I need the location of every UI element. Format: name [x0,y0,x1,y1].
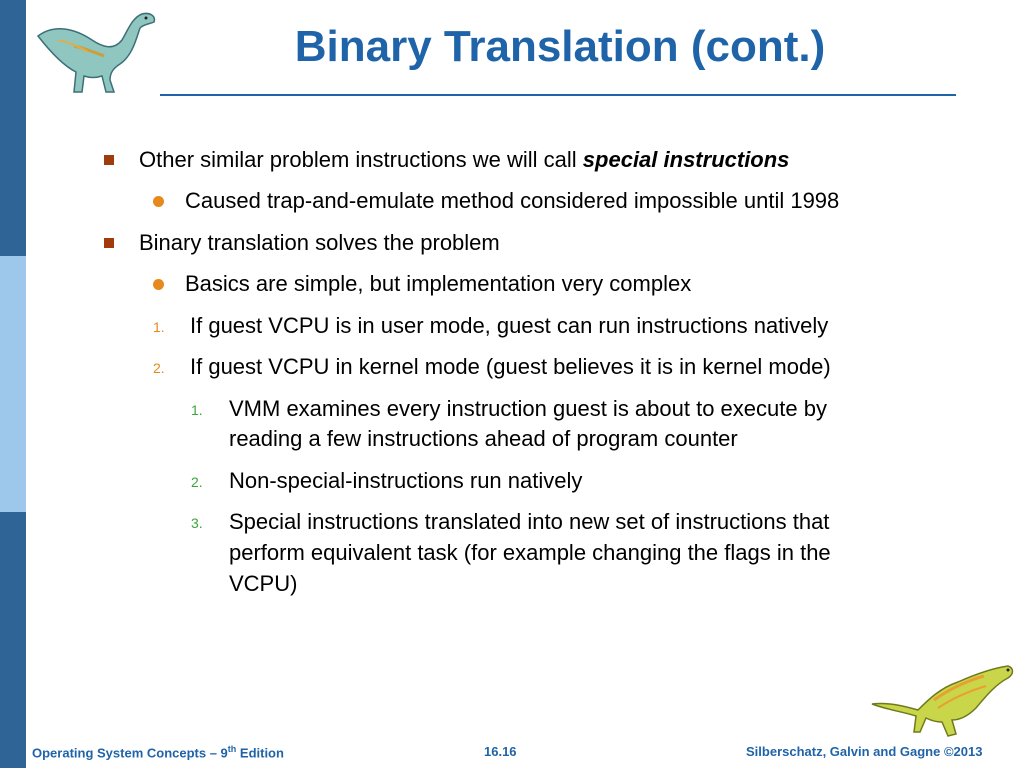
footer-authors: Silberschatz, Galvin and Gagne ©2013 [746,744,983,759]
footer-book-title-sup: th [227,744,237,754]
sub-item-text-line2: reading a few instructions ahead of program counter [229,426,738,451]
sub-item-text-line1: VMM examines every instruction guest is about to execute by [229,396,827,421]
dinosaur-logo-icon [34,6,158,98]
numbered-item-text: If guest VCPU is in user mode, guest can run instructions natively [190,313,829,338]
sub-item-text-line3: VCPU) [229,571,298,596]
sub-bullet-text: Caused trap-and-emulate method considered impossible until 1998 [185,188,840,213]
square-bullet-icon [104,155,114,165]
bullet-text [139,145,789,175]
sub-list-number: 2. [191,474,203,490]
sub-item-text-line1: Special instructions translated into new set of instructions that [229,509,830,534]
list-number: 1. [153,319,165,335]
square-bullet-icon [104,238,114,248]
dinosaur-logo-icon [868,660,1018,740]
footer-book-title-main: Operating System Concepts – 9 [32,745,228,761]
footer-book-title-tail: Edition [236,745,284,761]
list-number: 2. [153,360,165,376]
footer-book-title [32,744,284,760]
side-strip-bottom [0,512,26,768]
bullet-text-prefix: Other similar problem instructions we will call [139,147,583,172]
side-strip-middle [0,256,26,512]
page-title: Binary Translation (cont.) [294,22,826,71]
title-divider [160,94,956,96]
dot-bullet-icon [153,196,164,207]
sub-item-text: Non-special-instructions run natively [229,468,583,493]
sub-list-number: 3. [191,515,203,531]
numbered-item-text: If guest VCPU in kernel mode (guest believes it is in kernel mode) [190,354,831,379]
bullet-text-emphasis: special instructions [582,147,790,172]
sub-item-text-line2: perform equivalent task (for example changing the flags in the [229,540,831,565]
sub-list-number: 1. [191,402,203,418]
sub-bullet-text: Basics are simple, but implementation very complex [185,271,692,296]
side-strip-top [0,0,26,256]
dot-bullet-icon [153,279,164,290]
footer-page-number: 16.16 [484,744,517,759]
bullet-text: Binary translation solves the problem [139,230,500,255]
